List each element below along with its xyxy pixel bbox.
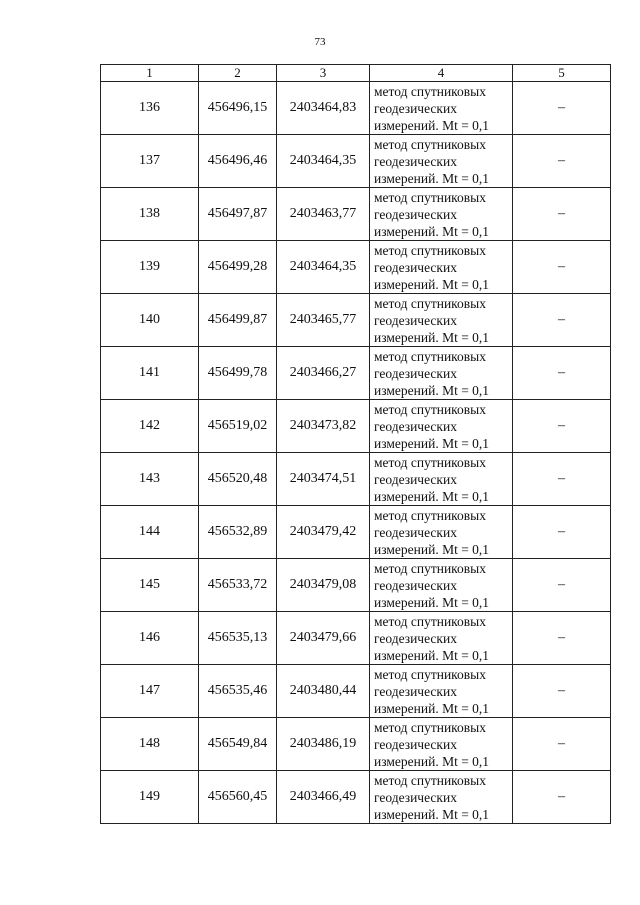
method-cell	[370, 82, 513, 135]
x-coordinate-cell: 456549,84	[199, 718, 277, 771]
x-coordinate-cell: 456496,46	[199, 135, 277, 188]
method-text-line: геодезических	[374, 312, 457, 328]
note-cell: –	[513, 665, 611, 718]
y-coordinate-cell: 2403464,35	[277, 135, 370, 188]
table-row	[101, 771, 611, 824]
method-text-line: метод спутниковых	[374, 83, 486, 99]
method-text-line: метод спутниковых	[374, 189, 486, 205]
method-text-line: измерений. Mt = 0,1	[374, 647, 490, 663]
method-text-line: метод спутниковых	[374, 666, 486, 682]
method-text-line: метод спутниковых	[374, 401, 486, 417]
table-row	[101, 718, 611, 771]
point-number-cell: 149	[101, 771, 199, 824]
note-cell: –	[513, 188, 611, 241]
note-cell: –	[513, 135, 611, 188]
method-text-line: геодезических	[374, 259, 457, 275]
method-text-line: метод спутниковых	[374, 560, 486, 576]
point-number-cell: 145	[101, 559, 199, 612]
method-cell	[370, 718, 513, 771]
method-cell	[370, 294, 513, 347]
table-body	[101, 82, 611, 824]
table-row	[101, 400, 611, 453]
x-coordinate-cell: 456499,28	[199, 241, 277, 294]
y-coordinate-cell: 2403480,44	[277, 665, 370, 718]
table-row	[101, 294, 611, 347]
method-text-line: метод спутниковых	[374, 613, 486, 629]
method-text-line: метод спутниковых	[374, 719, 486, 735]
y-coordinate-cell: 2403479,08	[277, 559, 370, 612]
y-coordinate-cell: 2403479,42	[277, 506, 370, 559]
y-coordinate-cell: 2403474,51	[277, 453, 370, 506]
method-text-line: геодезических	[374, 471, 457, 487]
method-cell	[370, 665, 513, 718]
method-cell	[370, 400, 513, 453]
x-coordinate-cell: 456535,46	[199, 665, 277, 718]
table-row	[101, 612, 611, 665]
point-number-cell: 143	[101, 453, 199, 506]
table-row	[101, 82, 611, 135]
method-text-line: геодезических	[374, 524, 457, 540]
y-coordinate-cell: 2403486,19	[277, 718, 370, 771]
y-coordinate-cell: 2403473,82	[277, 400, 370, 453]
note-cell: –	[513, 612, 611, 665]
method-cell	[370, 347, 513, 400]
note-cell: –	[513, 347, 611, 400]
method-text-line: измерений. Mt = 0,1	[374, 753, 490, 769]
method-text-line: геодезических	[374, 206, 457, 222]
method-text-line: измерений. Mt = 0,1	[374, 594, 490, 610]
method-text-line: измерений. Mt = 0,1	[374, 435, 490, 451]
point-number-cell: 147	[101, 665, 199, 718]
column-header-4: 4	[370, 65, 513, 82]
method-text-line: геодезических	[374, 365, 457, 381]
method-cell	[370, 188, 513, 241]
column-header-1: 1	[101, 65, 199, 82]
note-cell: –	[513, 453, 611, 506]
point-number-cell: 137	[101, 135, 199, 188]
table-row	[101, 135, 611, 188]
y-coordinate-cell: 2403464,83	[277, 82, 370, 135]
x-coordinate-cell: 456497,87	[199, 188, 277, 241]
point-number-cell: 146	[101, 612, 199, 665]
method-text-line: геодезических	[374, 418, 457, 434]
method-text-line: измерений. Mt = 0,1	[374, 329, 490, 345]
x-coordinate-cell: 456560,45	[199, 771, 277, 824]
table-row	[101, 665, 611, 718]
method-cell	[370, 453, 513, 506]
method-text-line: метод спутниковых	[374, 295, 486, 311]
method-text-line: измерений. Mt = 0,1	[374, 170, 490, 186]
method-text-line: метод спутниковых	[374, 507, 486, 523]
note-cell: –	[513, 294, 611, 347]
x-coordinate-cell: 456535,13	[199, 612, 277, 665]
x-coordinate-cell: 456532,89	[199, 506, 277, 559]
method-text-line: измерений. Mt = 0,1	[374, 382, 490, 398]
column-header-2: 2	[199, 65, 277, 82]
method-text-line: измерений. Mt = 0,1	[374, 806, 490, 822]
point-number-cell: 144	[101, 506, 199, 559]
y-coordinate-cell: 2403466,49	[277, 771, 370, 824]
point-number-cell: 140	[101, 294, 199, 347]
note-cell: –	[513, 559, 611, 612]
column-header-3: 3	[277, 65, 370, 82]
note-cell: –	[513, 506, 611, 559]
note-cell: –	[513, 82, 611, 135]
y-coordinate-cell: 2403463,77	[277, 188, 370, 241]
method-text-line: метод спутниковых	[374, 348, 486, 364]
page-number: 73	[314, 36, 326, 48]
method-text-line: геодезических	[374, 630, 457, 646]
method-text-line: геодезических	[374, 100, 457, 116]
x-coordinate-cell: 456496,15	[199, 82, 277, 135]
method-text-line: геодезических	[374, 789, 457, 805]
y-coordinate-cell: 2403465,77	[277, 294, 370, 347]
note-cell: –	[513, 771, 611, 824]
x-coordinate-cell: 456499,87	[199, 294, 277, 347]
table-row	[101, 241, 611, 294]
note-cell: –	[513, 718, 611, 771]
y-coordinate-cell: 2403479,66	[277, 612, 370, 665]
method-text-line: геодезических	[374, 577, 457, 593]
method-text-line: метод спутниковых	[374, 242, 486, 258]
note-cell: –	[513, 400, 611, 453]
method-cell	[370, 771, 513, 824]
y-coordinate-cell: 2403466,27	[277, 347, 370, 400]
coordinates-table	[100, 64, 611, 824]
method-cell	[370, 559, 513, 612]
x-coordinate-cell: 456520,48	[199, 453, 277, 506]
table-row	[101, 188, 611, 241]
method-text-line: геодезических	[374, 736, 457, 752]
method-text-line: метод спутниковых	[374, 454, 486, 470]
method-text-line: геодезических	[374, 153, 457, 169]
table-header-row	[101, 65, 611, 82]
method-text-line: геодезических	[374, 683, 457, 699]
x-coordinate-cell: 456499,78	[199, 347, 277, 400]
table-row	[101, 453, 611, 506]
method-text-line: измерений. Mt = 0,1	[374, 541, 490, 557]
method-text-line: измерений. Mt = 0,1	[374, 117, 490, 133]
x-coordinate-cell: 456533,72	[199, 559, 277, 612]
table-row	[101, 506, 611, 559]
method-text-line: измерений. Mt = 0,1	[374, 276, 490, 292]
y-coordinate-cell: 2403464,35	[277, 241, 370, 294]
point-number-cell: 142	[101, 400, 199, 453]
method-cell	[370, 135, 513, 188]
method-cell	[370, 241, 513, 294]
point-number-cell: 138	[101, 188, 199, 241]
method-cell	[370, 612, 513, 665]
point-number-cell: 148	[101, 718, 199, 771]
method-text-line: измерений. Mt = 0,1	[374, 223, 490, 239]
point-number-cell: 141	[101, 347, 199, 400]
x-coordinate-cell: 456519,02	[199, 400, 277, 453]
table-row	[101, 347, 611, 400]
point-number-cell: 136	[101, 82, 199, 135]
point-number-cell: 139	[101, 241, 199, 294]
note-cell: –	[513, 241, 611, 294]
method-cell	[370, 506, 513, 559]
method-text-line: метод спутниковых	[374, 136, 486, 152]
column-header-5: 5	[513, 65, 611, 82]
table-row	[101, 559, 611, 612]
method-text-line: измерений. Mt = 0,1	[374, 488, 490, 504]
method-text-line: измерений. Mt = 0,1	[374, 700, 490, 716]
method-text-line: метод спутниковых	[374, 772, 486, 788]
